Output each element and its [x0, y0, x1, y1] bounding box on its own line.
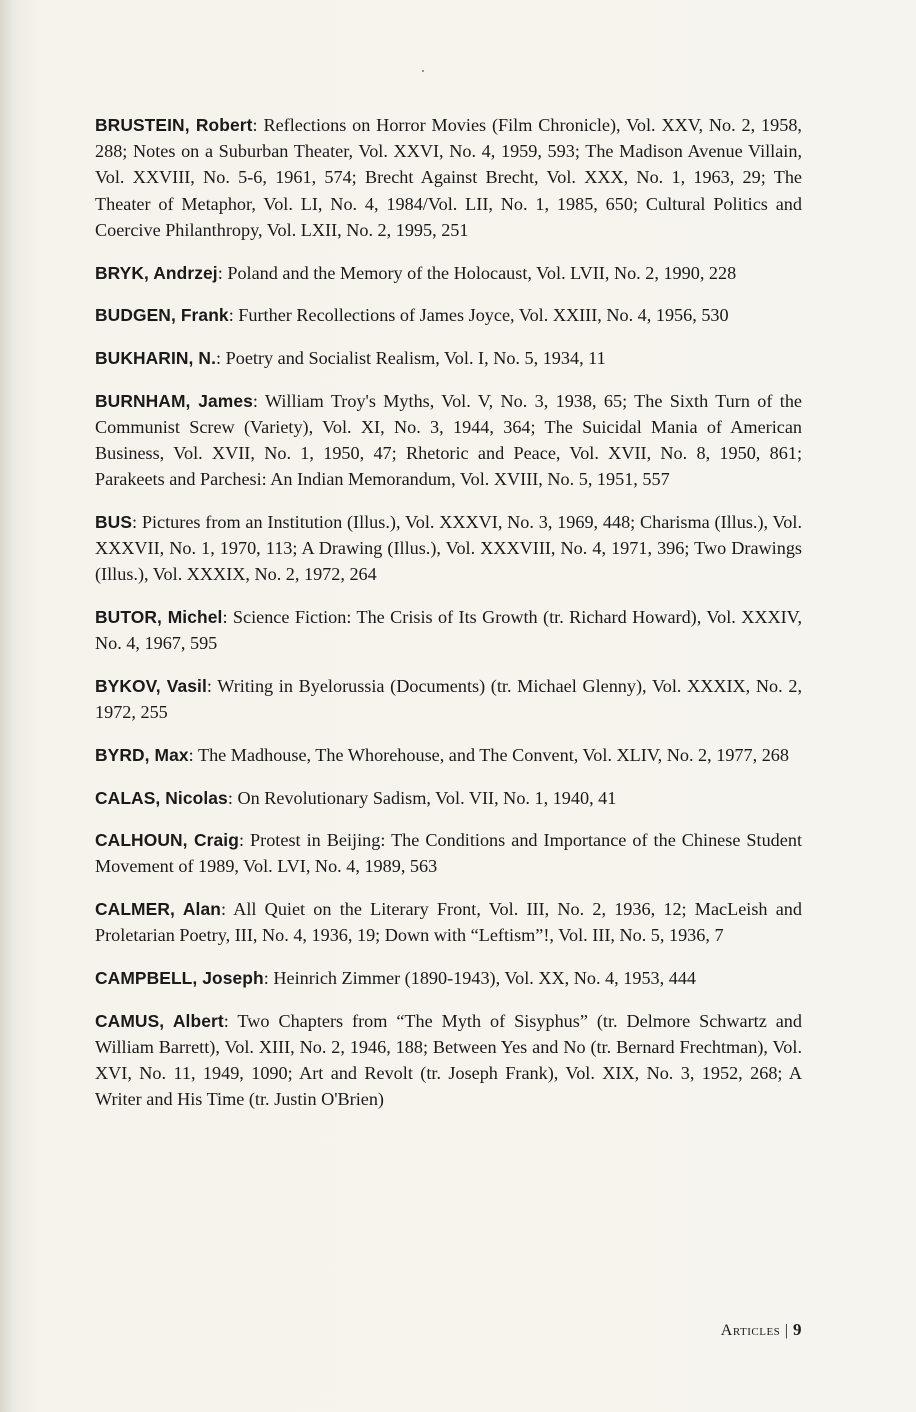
- speck: [422, 70, 424, 72]
- index-entry: CALHOUN, Craig: Protest in Beijing: The Conditions and Importance of the Chinese Student Movement of 1989, Vol. LVI, No. 4, 1989, 563: [95, 830, 802, 877]
- entry-text: Reflections on Horror Movies (Film Chronicle), Vol. XXV, No. 2, 1958, 288; Notes on a Suburban Theater, Vol. XXVI, No. 4, 1959, 593; The Madison Avenue Villain, Vol. XXVIII, No. 5-6, 1961, 574; Brecht Against Brecht, Vol. XXX, No. 1, 1963, 29; The Theater of Metaphor, Vol. LI, No. 4, 1984/Vol. LII, No. 1, 1985, 650; Cultural Politics and Coercive Philanthropy, Vol. LXII, No. 2, 1995, 251: [95, 115, 802, 240]
- entry-text: Poetry and Socialist Realism, Vol. I, No. 5, 1934, 11: [225, 347, 606, 368]
- entry-text: Science Fiction: The Crisis of Its Growth (tr. Richard Howard), Vol. XXXIV, No. 4, 1967, 595: [95, 607, 803, 654]
- entry-author: BUDGEN, Frank: [95, 305, 229, 326]
- entry-author: CAMPBELL, Joseph: [95, 968, 264, 989]
- entry-text: Further Recollections of James Joyce, Vol. XXIII, No. 4, 1956, 530: [238, 305, 729, 326]
- entry-author: BUS: [95, 511, 133, 532]
- index-entry: CAMPBELL, Joseph: Heinrich Zimmer (1890-1943), Vol. XX, No. 4, 1953, 444: [95, 968, 697, 989]
- entry-text: All Quiet on the Literary Front, Vol. III, No. 2, 1936, 12; MacLeish and Proletarian Poetry, III, No. 4, 1936, 19; Down with “Leftism”!, Vol. III, No. 5, 1936, 7: [95, 899, 802, 946]
- index-entry: BRYK, Andrzej: Poland and the Memory of the Holocaust, Vol. LVII, No. 2, 1990, 228: [95, 262, 737, 283]
- entry-text: On Revolutionary Sadism, Vol. VII, No. 1, 1940, 41: [237, 787, 617, 808]
- index-entry: BRUSTEIN, Robert: Reflections on Horror Movies (Film Chronicle), Vol. XXV, No. 2, 1958, 288; Notes on a Suburban Theater, Vol. XXVI, No. 4, 1959, 593; The Madison Avenue Villain, Vol. XXVIII, No. 5-6, 1961, 574; Brecht Against Brecht, Vol. XXX, No. 1, 1963, 29; The Theater of Metaphor, Vol. LI, No. 4, 1984/Vol. LII, No. 1, 1985, 650; Cultural Politics and Coercive Philanthropy, Vol. LXII, No. 2, 1995, 251: [95, 115, 802, 240]
- section-title: Articles: [720, 1322, 781, 1339]
- index-entry: CALMER, Alan: All Quiet on the Literary Front, Vol. III, No. 2, 1936, 12; MacLeish and Proletarian Poetry, III, No. 4, 1936, 19; Down with “Leftism”!, Vol. III, No. 5, 1936, 7: [95, 899, 802, 946]
- entry-text: Poland and the Memory of the Holocaust, Vol. LVII, No. 2, 1990, 228: [227, 262, 737, 283]
- entry-author: BYRD, Max: [95, 744, 189, 765]
- index-entries: [95, 112, 802, 1129]
- entry-text: William Troy's Myths, Vol. V, No. 3, 1938, 65; The Sixth Turn of the Communist Screw (Variety), Vol. XI, No. 3, 1944, 364; The Suicidal Mania of American Business, Vol. XVII, No. 1, 1950, 47; Rhetoric and Peace, Vol. XVII, No. 8, 1950, 861; Parakeets and Parchesi: An Indian Memorandum, Vol. XVIII, No. 5, 1951, 557: [95, 390, 802, 490]
- entry-text: Heinrich Zimmer (1890-1943), Vol. XX, No. 4, 1953, 444: [273, 968, 697, 989]
- entry-text: Writing in Byelorussia (Documents) (tr. Michael Glenny), Vol. XXXIX, No. 2, 1972, 255: [95, 675, 802, 723]
- entry-author: BRYK, Andrzej: [95, 262, 218, 283]
- index-entry: BUTOR, Michel: Science Fiction: The Crisis of Its Growth (tr. Richard Howard), Vol. XXXIV, No. 4, 1967, 595: [95, 607, 803, 654]
- entry-author: CALHOUN, Craig: [95, 830, 239, 851]
- index-entry: BUDGEN, Frank: Further Recollections of James Joyce, Vol. XXIII, No. 4, 1956, 530: [95, 305, 729, 326]
- index-entry: BYKOV, Vasil: Writing in Byelorussia (Documents) (tr. Michael Glenny), Vol. XXXIX, No. 2, 1972, 255: [95, 675, 802, 723]
- index-entry: BYRD, Max: The Madhouse, The Whorehouse, and The Convent, Vol. XLIV, No. 2, 1977, 268: [95, 744, 789, 765]
- index-entry: BUS: Pictures from an Institution (Illus.), Vol. XXXVI, No. 3, 1969, 448; Charisma (Illus.), Vol. XXXVII, No. 1, 1970, 113; A Drawing (Illus.), Vol. XXXVIII, No. 4, 1971, 396; Two Drawings (Illus.), Vol. XXXIX, No. 2, 1972, 264: [95, 511, 803, 585]
- index-entry: BUKHARIN, N.: Poetry and Socialist Realism, Vol. I, No. 5, 1934, 11: [95, 347, 606, 368]
- entry-text: Two Chapters from “The Myth of Sisyphus” (tr. Delmore Schwartz and William Barrett), Vol. XIII, No. 2, 1946, 188; Between Yes and No (tr. Bernard Frechtman), Vol. XVI, No. 11, 1949, 1090; Art and Revolt (tr. Joseph Frank), Vol. XIX, No. 3, 1952, 268; A Writer and His Time (tr. Justin O'Brien): [95, 1010, 802, 1110]
- entry-author: CALAS, Nicolas: [95, 787, 228, 808]
- entry-author: BYKOV, Vasil: [95, 675, 207, 696]
- index-entry: BURNHAM, James: William Troy's Myths, Vol. V, No. 3, 1938, 65; The Sixth Turn of the Communist Screw (Variety), Vol. XI, No. 3, 1944, 364; The Suicidal Mania of American Business, Vol. XVII, No. 1, 1950, 47; Rhetoric and Peace, Vol. XVII, No. 8, 1950, 861; Parakeets and Parchesi: An Indian Memorandum, Vol. XVIII, No. 5, 1951, 557: [95, 390, 802, 490]
- footer-separator: |: [784, 1322, 789, 1339]
- entry-author: BRUSTEIN, Robert: [95, 115, 253, 135]
- entry-author: BUKHARIN, N.: [95, 347, 216, 368]
- entry-author: CAMUS, Albert: [95, 1010, 224, 1031]
- entry-author: BUTOR, Michel: [95, 607, 223, 628]
- page-footer: [721, 1320, 802, 1340]
- index-entry: CALAS, Nicolas: On Revolutionary Sadism, Vol. VII, No. 1, 1940, 41: [95, 787, 617, 808]
- entry-text: Protest in Beijing: The Conditions and Importance of the Chinese Student Movement of 1989, Vol. LVI, No. 4, 1989, 563: [95, 830, 802, 877]
- entry-author: CALMER, Alan: [95, 899, 221, 920]
- index-entry: CAMUS, Albert: Two Chapters from “The Myth of Sisyphus” (tr. Delmore Schwartz and William Barrett), Vol. XIII, No. 2, 1946, 188; Between Yes and No (tr. Bernard Frechtman), Vol. XVI, No. 11, 1949, 1090; Art and Revolt (tr. Joseph Frank), Vol. XIX, No. 3, 1952, 268; A Writer and His Time (tr. Justin O'Brien): [95, 1010, 802, 1110]
- entry-text: The Madhouse, The Whorehouse, and The Convent, Vol. XLIV, No. 2, 1977, 268: [197, 744, 789, 765]
- entry-author: BURNHAM, James: [95, 390, 253, 411]
- entry-text: Pictures from an Institution (Illus.), Vol. XXXVI, No. 3, 1969, 448; Charisma (Illus.), Vol. XXXVII, No. 1, 1970, 113; A Drawing (Illus.), Vol. XXXVIII, No. 4, 1971, 396; Two Drawings (Illus.), Vol. XXXIX, No. 2, 1972, 264: [95, 511, 803, 585]
- page-number: 9: [793, 1320, 802, 1339]
